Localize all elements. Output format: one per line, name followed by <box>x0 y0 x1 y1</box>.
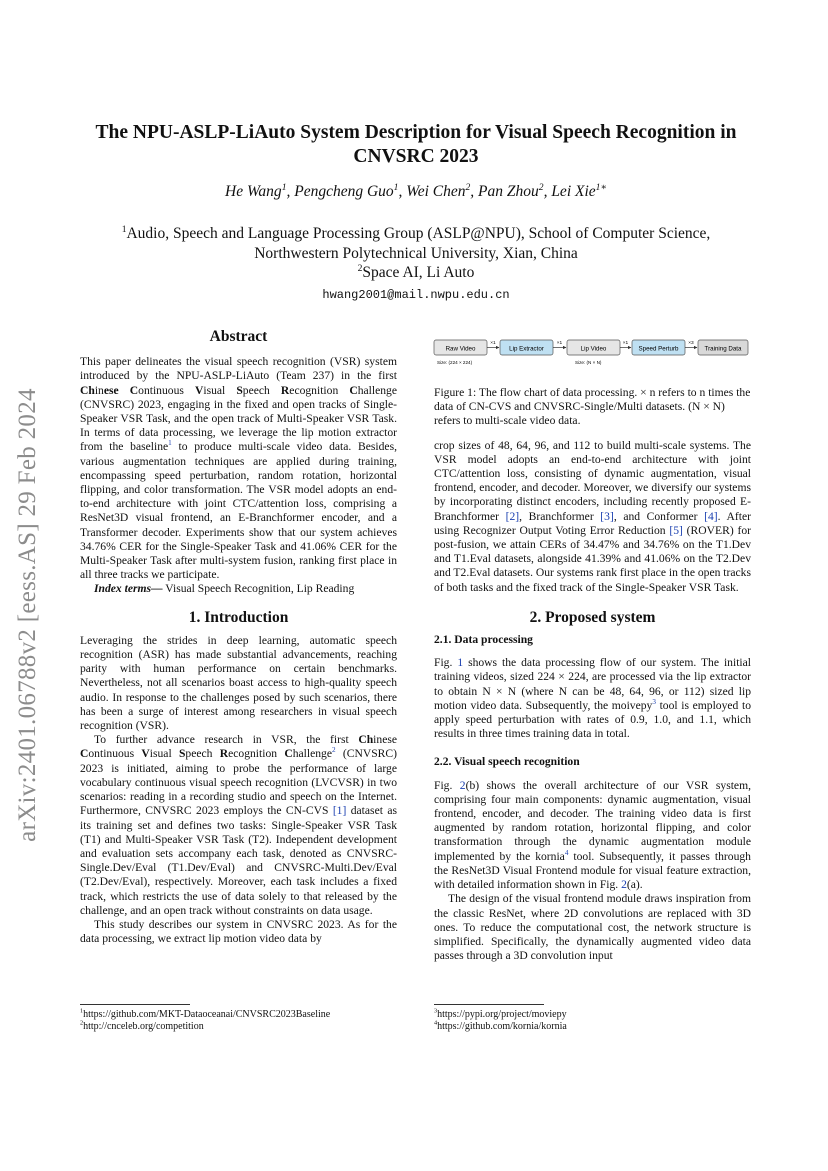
arrow-label: ×1 <box>556 341 563 346</box>
flow-box-lip-video <box>567 340 620 355</box>
footnote-4: $^4$https://github.com/kornia/kornia <box>434 1020 567 1033</box>
footnote-url[interactable]: https://pypi.org/project/moviepy <box>437 1009 567 1020</box>
svg-text:Lip Extractor: Lip Extractor <box>509 345 544 353</box>
affiliation-1-line-1: $^1$Audio, Speech and Language Processing Group (ASLP@NPU), School of Computer Science, <box>121 223 711 242</box>
arrow-label: ×1 <box>490 341 496 346</box>
arrow-label: ×3 <box>688 341 694 346</box>
paper-title: The NPU-ASLP-LiAuto System Description for Visual Speech Recognition in CNVSRC 2023 <box>95 122 737 167</box>
footnote-rule <box>434 1004 544 1005</box>
author: Pengcheng Guo$^1$ <box>294 181 399 200</box>
footnotes-right <box>434 1004 751 1034</box>
footnote-2: $^2$http://cnceleb.org/competition <box>80 1020 204 1033</box>
figure-ref-link[interactable]: 1 <box>457 656 464 670</box>
svg-text:Speed Perturb: Speed Perturb <box>638 345 679 353</box>
abstract-heading: Abstract <box>209 328 268 345</box>
citation-link[interactable]: [3] <box>600 509 614 523</box>
figure-ref-link[interactable]: 2 <box>459 778 466 792</box>
citation-link[interactable]: [4] <box>704 509 718 523</box>
vsr-paragraph-2: The design of the visual frontend module draws inspiration from the classic ResNet, where 2D convolutions are replaced with 3D ones. To reduce the computational cost, the network structure is simplified. Specifically, the dynamically augmented video data passes through a 3D convolution input <box>434 892 751 963</box>
svg-text:Lip Video: Lip Video <box>580 345 607 353</box>
intro-heading: 1. Introduction <box>188 608 289 626</box>
footnote-url[interactable]: https://github.com/MKT-Dataoceanai/CNVSRC2023Baseline <box>83 1009 331 1020</box>
affiliation-2: $^2$Space AI, Li Auto <box>357 262 475 281</box>
flow-box-training-data <box>698 340 748 355</box>
figure-1-flowchart <box>432 334 751 376</box>
section-2-1-heading: 2.1. Data processing <box>434 633 533 647</box>
size-label-lip: Size: (N × N) <box>575 360 602 365</box>
footnote-link-1[interactable]: 1 <box>168 439 172 448</box>
citation-link[interactable]: [2] <box>505 509 520 523</box>
data-processing-paragraph: Fig. 1 shows the data processing flow of our system. The initial training videos, sized 224 × 224, are processed via the lip extractor to obtain N × N (where N can be 48, 64, 96, or 112) sized lip motion video data. Subsequently, the moivepy$^3$ tool is employed to apply speed perturbation with rates of 0.9, 1.0, and 1.1, which results in three times training data in total. <box>434 656 752 741</box>
figure-ref-link[interactable]: 2 <box>621 878 627 892</box>
footnote-url[interactable]: https://github.com/kornia/kornia <box>437 1021 567 1033</box>
left-column <box>80 330 397 946</box>
author-list: He Wang$^1$, Pengcheng Guo$^1$, Wei Chen$^2$, Pan Zhou$^2$, Lei Xie$^{1∗}$ <box>225 181 607 200</box>
size-label-raw: Size: (224 × 224) <box>437 360 473 365</box>
figure-1-caption: Figure 1: The flow chart of data processing. × n refers to n times the data of CN-CVS and CNVSRC-Single/Multi datasets. (N × N) refers to multi-scale video data. <box>434 386 751 428</box>
svg-text:Raw Video: Raw Video <box>445 345 476 353</box>
flow-box-raw-video <box>434 340 487 355</box>
proposed-system-heading: 2. Proposed system <box>529 608 656 626</box>
contact-email: hwang2001@mail.nwpu.edu.cn <box>322 287 510 302</box>
footnote-3: $^3$https://pypi.org/project/moviepy <box>434 1007 567 1020</box>
footnote-rule <box>80 1004 190 1005</box>
right-column <box>434 330 751 963</box>
author: Wei Chen$^2$ <box>406 181 471 200</box>
vsr-paragraph-1: Fig. 2(b) shows the overall architecture of our VSR system, comprising four main components: dynamic augmentation, visual frontend, encoder, and decoder. The training video data is first augmented by random rotation, horizontal flipping, and color transformation through the dynamic augmentation module implemented by the kornia$^4$ tool. Subsequently, it passes through the ResNet3D Visual Frontend module for visual feature extraction, with detailed information shown in Fig. 2(a). <box>434 778 751 892</box>
intro-paragraph-1: Leveraging the strides in deep learning, automatic speech recognition (ASR) has made substantial advancements, reaching parity with human performance on certain benchmarks. Nevertheless, not all scenarios boast access to high-quality speech audio. In response to the challenges posed by such scenarios, there has been a surge of interest among researchers in visual speech recognition (VSR). <box>80 633 397 733</box>
intro-paragraph-3: This study describes our system in CNVSRC 2023. As for the data processing, we extract lip motion video data by <box>80 917 397 946</box>
section-2-2-heading: 2.2. Visual speech recognition <box>434 755 580 769</box>
affiliation-1-line-2: Northwestern Polytechnical University, Xian, China <box>254 244 578 262</box>
footnote-1: $^1$https://github.com/MKT-Dataoceanai/CNVSRC2023Baseline <box>80 1007 331 1020</box>
flowchart-svg <box>432 334 752 376</box>
arxiv-watermark <box>6 355 50 875</box>
citation-link[interactable]: [1] <box>332 804 347 818</box>
svg-text:Training Data: Training Data <box>704 345 742 353</box>
footnote-link-3[interactable]: 3 <box>652 698 656 706</box>
footnote-link-4[interactable]: 4 <box>564 848 569 857</box>
footnotes-left <box>80 1004 397 1034</box>
citation-link[interactable]: [5] <box>669 523 683 537</box>
flow-box-speed-perturb <box>632 340 685 355</box>
arrow-label: ×1 <box>622 341 629 346</box>
intro-paragraph-2: To further advance research in VSR, the first Chinese Continuous Visual Speech Recognition Challenge$^2$ (CNVSRC) 2023 is initiated, aiming to probe the performance of large vocabulary continuous visual speech recognition (LVCVSR) in two scenarios: reading in a recording studio and speech on the Internet. Furthermore, CNVSRC 2023 employs the CN-CVS [1] dataset as its training set and defines two tasks: Single-Speaker VSR Task (T1) and Multi-Speaker VSR Task (T2). Independent development and evaluation sets accompany each task, denoted as CNVSRC-Single.Dev/Eval (T1.Dev/Eval) and CNVSRC-Multi.Dev/Eval (T2.Dev/Eval), respectively. Moreover, each task includes a fixed track, which restricts the use of data solely to that released by the challenge, and an open track without constraints on data usage. <box>80 733 398 917</box>
author: He Wang$^1$ <box>225 181 287 200</box>
affiliations <box>80 224 752 305</box>
author: Lei Xie$^{1∗}$ <box>551 181 607 200</box>
flow-box-lip-extractor <box>500 340 553 355</box>
arxiv-id-text: arXiv:2401.06788v2 [eess.AS] 29 Feb 2024 <box>14 388 42 842</box>
footnote-link-2[interactable]: 2 <box>332 746 336 755</box>
footnote-url[interactable]: http://cnceleb.org/competition <box>83 1021 204 1033</box>
index-terms: Index terms— Visual Speech Recognition, Lip Reading <box>94 582 355 596</box>
author: Pan Zhou$^2$ <box>478 181 544 200</box>
abstract-text: This paper delineates the visual speech recognition (VSR) system introduced by the NPU-ASLP-LiAuto (Team 237) in the first Chinese Continuous Visual Speech Recognition Challenge (CNVSRC) 2023, engaging in the fixed and open tracks of Single-Speaker VSR Task, and the open track of Multi-Speaker VSR Task. In terms of data processing, we leverage the lip motion extractor from the baseline$^1$ to produce multi-scale video data. Besides, various augmentation techniques are applied during training, encompassing speed perturbation, random rotation, horizontal flipping, and color transformation. The VSR model adopts an end-to-end architecture with joint CTC/attention loss, comprising a ResNet3D visual frontend, an E-Branchformer encoder, and a Transformer decoder. Experiments show that our system achieves 34.76% CER for the Single-Speaker Task and 41.06% CER for the Multi-Speaker Task after multi-system fusion, ranking first place in all three tracks we participate. <box>80 355 397 582</box>
right-paragraph-1: crop sizes of 48, 64, 96, and 112 to build multi-scale systems. The VSR model adopts an end-to-end architecture with joint CTC/attention loss, consisting of dynamic augmentation, visual frontend, encoder, and decoder. Moreover, we diversify our systems by incorporating distinct encoders, including recently proposed E-Branchformer [2], Branchformer [3], and Conformer [4]. After using Recognizer Output Voting Error Reduction [5] (ROVER) for post-fusion, we attain CERs of 34.47% and 34.76% on the T1.Dev and T1.Eval datasets, alongside 41.39% and 41.06% on the T2.Dev and T2.Eval datasets. Our systems rank first place in the open tracks of both tasks and the fixed track of the Single-Speaker VSR Task. <box>434 438 751 594</box>
